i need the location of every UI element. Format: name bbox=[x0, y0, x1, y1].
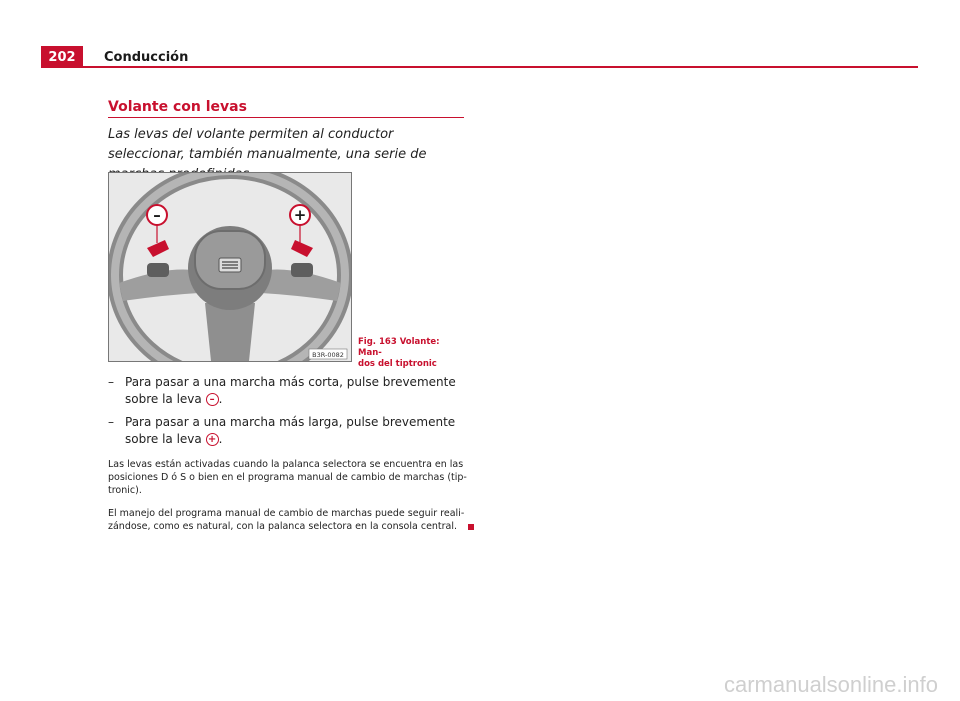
step-item bbox=[108, 414, 464, 448]
plus-callout: + bbox=[293, 206, 307, 224]
step-dash: – bbox=[108, 415, 114, 429]
step-dash: – bbox=[108, 375, 114, 389]
minus-callout: – bbox=[153, 206, 161, 224]
header-rule bbox=[83, 66, 918, 68]
chapter-title: Conducción bbox=[104, 50, 189, 65]
step-text-block bbox=[108, 414, 464, 448]
section-intro: Las levas del volante permiten al conductor seleccionar, también manualmente, una serie de bbox=[108, 127, 427, 162]
figure-caption-line: dos del tiptronic bbox=[358, 359, 437, 369]
section-title: Volante con levas bbox=[108, 99, 247, 115]
figure-caption bbox=[358, 337, 458, 370]
step-text-block bbox=[108, 374, 464, 408]
step-text: Para pasar a una marcha más corta, pulse brevemente sobre la leva bbox=[125, 375, 456, 406]
figure-caption-line: Fig. 163 Volante: Man- bbox=[358, 337, 440, 358]
section-rule bbox=[108, 117, 464, 118]
step-text: Para pasar a una marcha más larga, pulse brevemente sobre la leva bbox=[125, 415, 456, 446]
steering-wheel-figure bbox=[108, 172, 352, 362]
step-end: . bbox=[218, 392, 223, 406]
body-paragraph: El manejo del programa manual de cambio de marchas puede seguir reali-zándose, como es natural, con la palanca selectora en la consola central. bbox=[108, 508, 465, 532]
step-end: . bbox=[218, 432, 223, 446]
page-number: 202 bbox=[41, 46, 83, 68]
step-item bbox=[108, 374, 464, 408]
plus-key-icon: + bbox=[206, 433, 219, 446]
section-end-mark bbox=[468, 524, 474, 530]
watermark: carmanualsonline.info bbox=[723, 672, 938, 697]
body-paragraph: Las levas están activadas cuando la palanca selectora se encuentra en las posiciones D ó S o bien en el programa manual de cambio de marchas (tip-tronic). bbox=[108, 459, 467, 496]
minus-key-icon: – bbox=[206, 393, 219, 406]
figure-code: B3R-0082 bbox=[312, 351, 344, 359]
steering-wheel-illustration bbox=[109, 173, 351, 361]
